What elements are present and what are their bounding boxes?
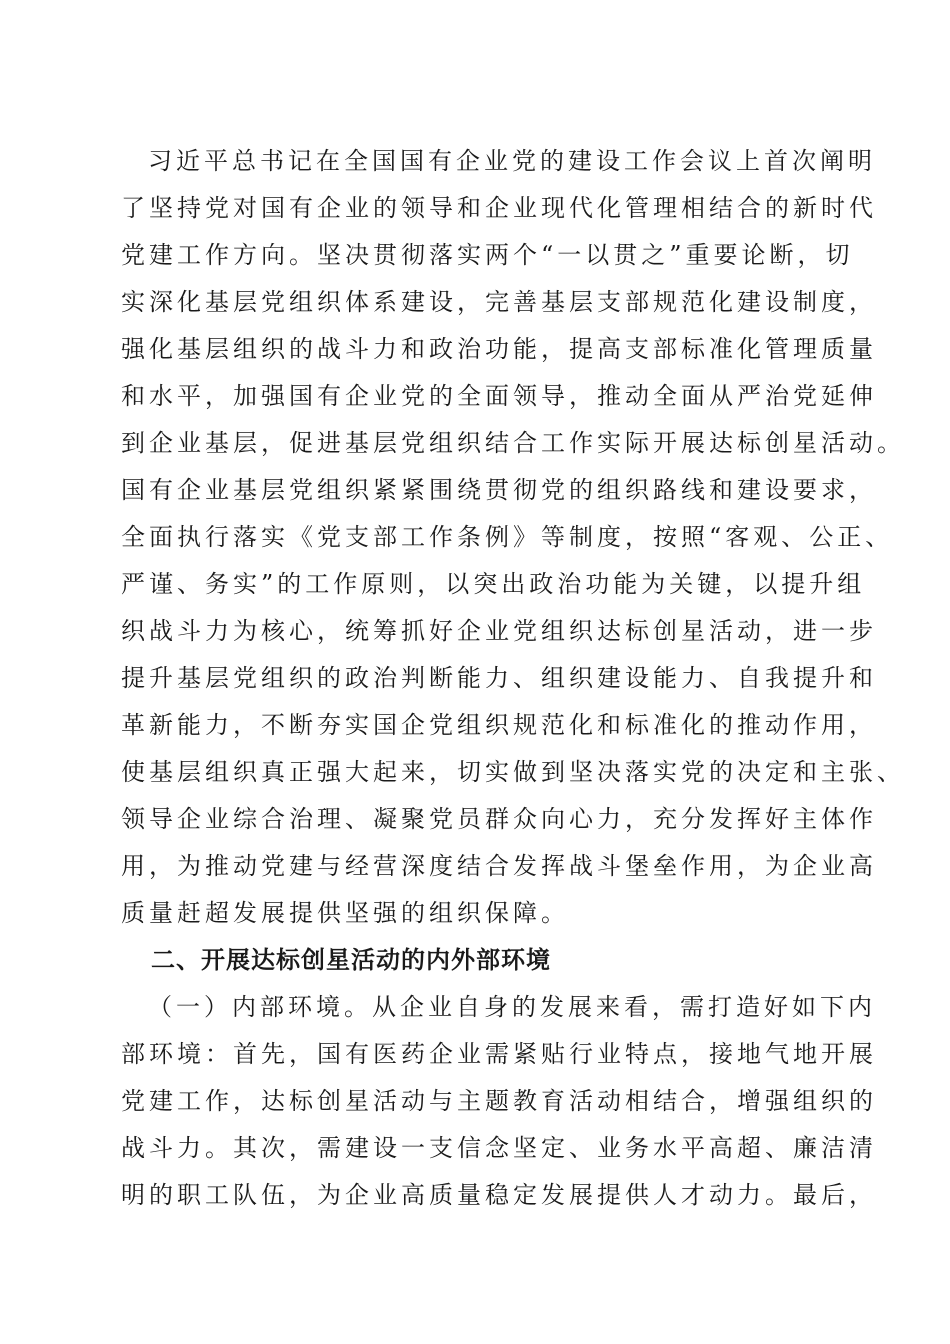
paragraph-line: 使基层组织真正强大起来，切实做到坚决落实党的决定和主张、 xyxy=(121,758,905,786)
paragraph-line: 战斗力。其次，需建设一支信念坚定、业务水平高超、廉洁清 xyxy=(121,1134,877,1162)
paragraph-line: 领导企业综合治理、凝聚党员群众向心力，充分发挥好主体作 xyxy=(121,805,877,833)
paragraph-line: 质量赶超发展提供坚强的组织保障。 xyxy=(121,899,569,927)
paragraph-line: 织战斗力为核心，统筹抓好企业党组织达标创星活动，进一步 xyxy=(121,617,877,645)
paragraph-line: 革新能力，不断夯实国企党组织规范化和标准化的推动作用， xyxy=(121,711,877,739)
paragraph-line: 部环境：首先，国有医药企业需紧贴行业特点，接地气地开展 xyxy=(121,1040,877,1068)
paragraph-line: 国有企业基层党组织紧紧围绕贯彻党的组织路线和建设要求， xyxy=(121,476,877,504)
paragraph-line: 严谨、务实”的工作原则，以突出政治功能为关键，以提升组 xyxy=(121,570,866,598)
paragraph-line: 习近平总书记在全国国有企业党的建设工作会议上首次阐明 xyxy=(148,147,876,175)
paragraph-line: 党建工作，达标创星活动与主题教育活动相结合，增强组织的 xyxy=(121,1087,877,1115)
paragraph-line: 到企业基层，促进基层党组织结合工作实际开展达标创星活动。 xyxy=(121,429,905,457)
section-heading: 二、开展达标创星活动的内外部环境 xyxy=(151,946,551,974)
paragraph-line: 全面执行落实《党支部工作条例》等制度，按照“客观、公正、 xyxy=(121,523,894,551)
paragraph-line: 党建工作方向。坚决贯彻落实两个“一以贯之”重要论断，切 xyxy=(121,241,854,269)
paragraph-line: 实深化基层党组织体系建设，完善基层支部规范化建设制度， xyxy=(121,288,877,316)
paragraph-line: 和水平，加强国有企业党的全面领导，推动全面从严治党延伸 xyxy=(121,382,877,410)
paragraph-line: 用，为推动党建与经营深度结合发挥战斗堡垒作用，为企业高 xyxy=(121,852,877,880)
paragraph-line: 明的职工队伍，为企业高质量稳定发展提供人才动力。最后， xyxy=(121,1181,877,1209)
paragraph-line: 强化基层组织的战斗力和政治功能，提高支部标准化管理质量 xyxy=(121,335,877,363)
paragraph-line: 了坚持党对国有企业的领导和企业现代化管理相结合的新时代 xyxy=(121,194,877,222)
paragraph-line: 提升基层党组织的政治判断能力、组织建设能力、自我提升和 xyxy=(121,664,877,692)
paragraph-line: （一）内部环境。从企业自身的发展来看，需打造好如下内 xyxy=(148,993,876,1021)
